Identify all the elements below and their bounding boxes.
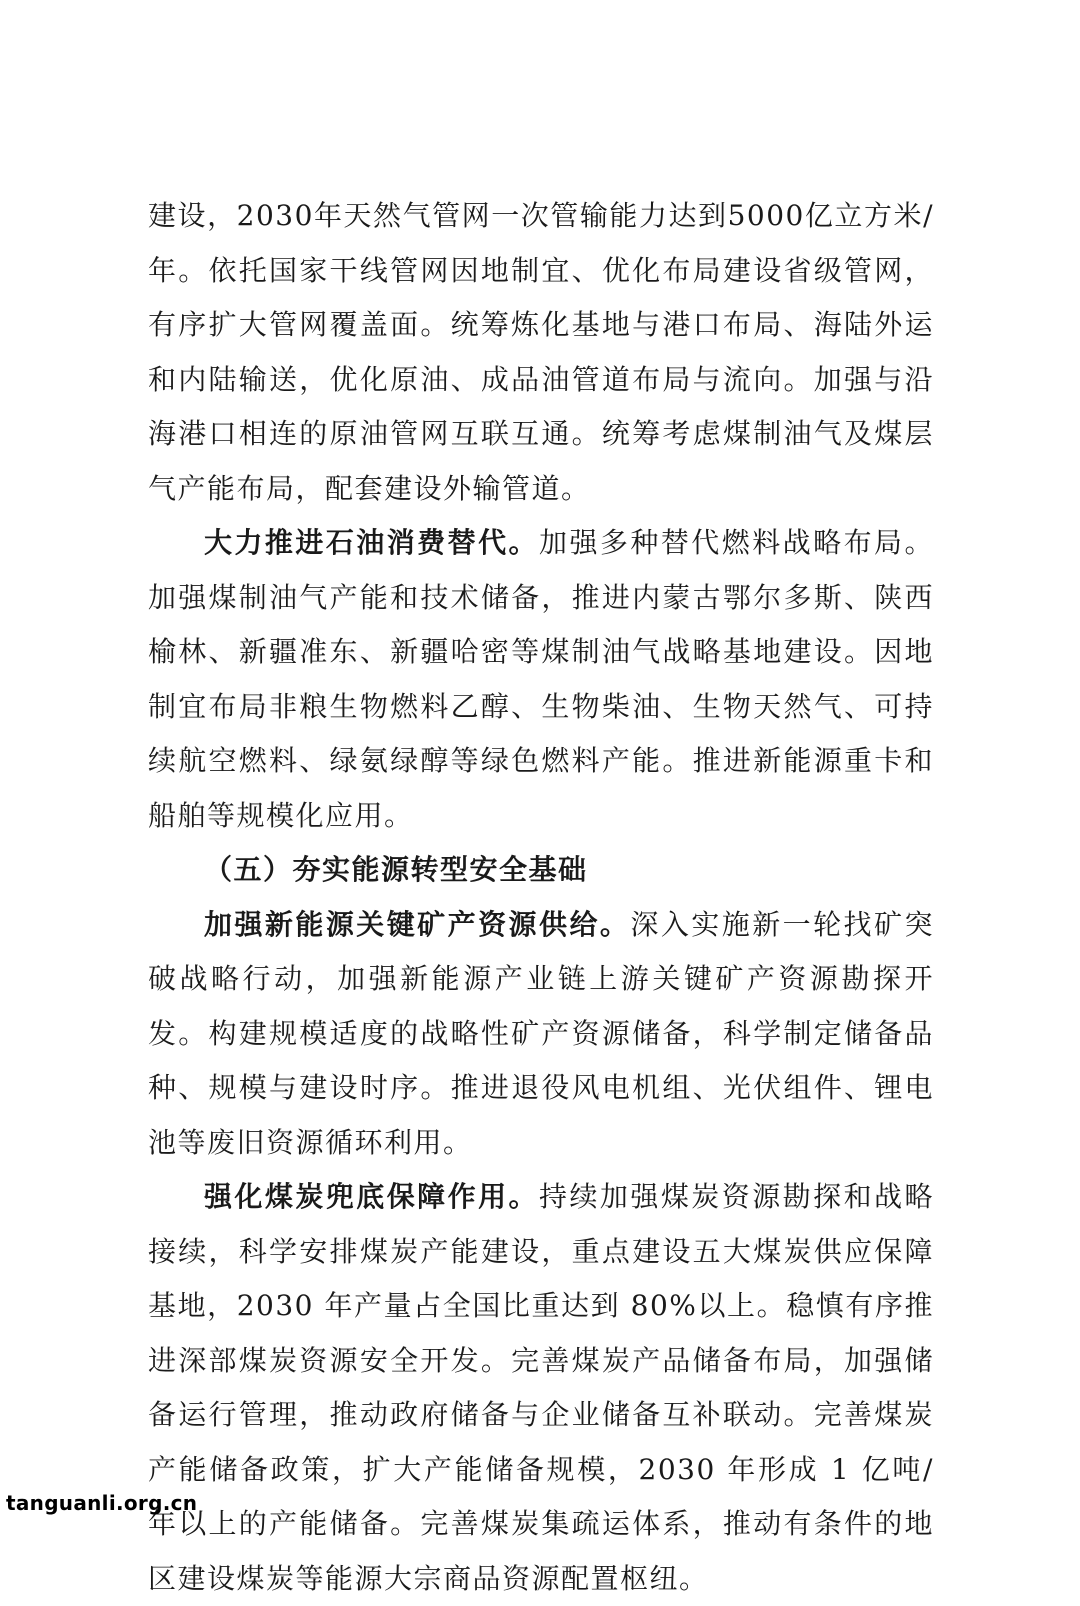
document-body <box>148 189 934 1606</box>
paragraph-minerals <box>148 898 934 1171</box>
paragraph-text: 深入实施新一轮找矿突破战略行动，加强新能源产业链上游关键矿产资源勘探开发。构建规模适度的战略性矿产资源储备，科学制定储备品种、规模与建设时序。推进退役风电机组、光伏组件、锂电池等废旧资源循环利用。 <box>148 907 934 1159</box>
section-heading: （五）夯实能源转型安全基础 <box>204 853 588 886</box>
paragraph-lead: 加强新能源关键矿产资源供给。 <box>204 907 631 941</box>
paragraph-pipeline <box>148 189 934 516</box>
paragraph-text: 加强多种替代燃料战略布局。加强煤制油气产能和技术储备，推进内蒙古鄂尔多斯、陕西榆林、新疆准东、新疆哈密等煤制油气战略基地建设。因地制宜布局非粮生物燃料乙醇、生物柴油、生物天然气、可持续航空燃料、绿氨绿醇等绿色燃料产能。推进新能源重卡和船舶等规模化应用。 <box>148 526 934 832</box>
site-watermark: tanguanli.org.cn <box>6 1491 198 1515</box>
paragraph-text: 建设，2030年天然气管网一次管输能力达到5000亿立方米/年。依托国家干线管网因地制宜、优化布局建设省级管网，有序扩大管网覆盖面。统筹炼化基地与港口布局、海陆外运和内陆输送，优化原油、成品油管道布局与流向。加强与沿海港口相连的原油管网互联互通。统筹考虑煤制油气及煤层气产能布局，配套建设外输管道。 <box>148 199 934 505</box>
paragraph-lead: 大力推进石油消费替代。 <box>204 526 540 559</box>
paragraph-oil-substitution <box>148 516 934 843</box>
paragraph-lead: 强化煤炭兜底保障作用。 <box>204 1180 540 1213</box>
paragraph-coal <box>148 1170 934 1606</box>
paragraph-text: 持续加强煤炭资源勘探和战略接续，科学安排煤炭产能建设，重点建设五大煤炭供应保障基地，2030 年产量占全国比重达到 80%以上。稳慎有序推进深部煤炭资源安全开发。完善煤炭产品储备布局，加强储备运行管理，推动政府储备与企业储备互补联动。完善煤炭产能储备政策，扩大产能储备规模，2030 年形成 1 亿吨/年以上的产能储备。完善煤炭集疏运体系，推动有条件的地区建设煤炭等能源大宗商品资源配置枢纽。 <box>148 1180 934 1595</box>
